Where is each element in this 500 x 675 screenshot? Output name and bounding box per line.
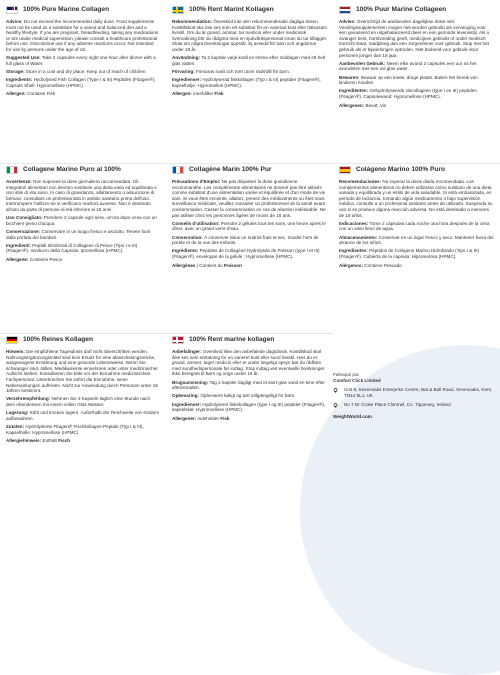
section-title: Collagène Marin 100% Pur (189, 166, 272, 173)
body-text: Ne pas dépasser la dose quotidienne recommandée. Les compléments alimentaires ne doivent pas être utilisés comme substitut d'une alimentation variée et équilibrée et d'un mode de vie sain. Si vous êtes enceinte, allaitez, prenez des médicaments ou êtes sous surveillance médicale, veuillez consulter un professionnel de la santé avant consommation. Cesser la consommation en cas de réaction indésirable. Ne pas utiliser chez les personnes âgées de moins de 18 ans. (172, 179, 326, 218)
section-paragraph (6, 55, 160, 66)
section-paragraph (339, 235, 494, 246)
bold-text: Hinweis: (6, 349, 25, 354)
body-text: innehåller (191, 91, 215, 97)
flag-gb-icon (6, 6, 18, 14)
section-paragraph (172, 235, 327, 246)
section-header (0, 333, 166, 346)
bold-text: Conseils d'utilisation: (172, 220, 220, 226)
allergen-note (339, 103, 494, 109)
bold-text: Rekommendation: (172, 19, 213, 24)
section-paragraph (172, 221, 327, 232)
body-text: Bewaar op een koele, droge plaats. Buiten het bereik van kinderen houden. (339, 74, 478, 86)
bold-text: Conservation: (172, 234, 203, 240)
bold-text: Avvertenze: (6, 179, 32, 184)
flag-se-icon (172, 6, 184, 14)
section-paragraph (6, 215, 160, 226)
body-text: Bevat: Vis (364, 102, 387, 108)
body-text: À conserver dans un endroit frais et sec. Garder hors de portée et de la vue des enfants. (172, 234, 319, 246)
body-text: Tome 2 cápsulas cada noche una hora después de la cena con un vaso lleno de agua. (339, 220, 490, 232)
body-text: Contiene Pesce (28, 256, 63, 262)
location-pin-icon (333, 403, 338, 408)
bold-text: Ingredients: (6, 77, 33, 83)
body-text: Förvaras svalt och torrt utom räckhåll för barn. (194, 68, 290, 74)
section-english (0, 4, 166, 159)
section-paragraph (6, 19, 160, 53)
bold-text: Alérgenos: (339, 262, 363, 268)
manufacturer-block (333, 372, 493, 420)
body-text: Overskrid ikke den anbefalede dagsdosis. Kosttilskud skal ikke ses som erstatning for en varieret kost eller sund livsstil. Hvis du er gravid, ammer, tager medicin eller er under lægeligt opsyn bør du rådføre med sundhedspersonale før indtag. Stop indtag ved eventuelle bivirkninger. Ikke beregnet til børn og unge under 18 år. (172, 349, 326, 377)
body-text: Peptides de Collagène Hydrolysés de Poisson (type I et III) (Fitagen®), enveloppe de la gélule : Hypromellose (HPMC). (172, 248, 320, 259)
body-text: Gehydrolyseerde viscollageen (type I en III) peptiden (Fitagen®), Capsulewand: Hypromellose (HPMC). (339, 88, 477, 99)
section-header (166, 163, 333, 176)
body-text: Contiene Pescado (363, 262, 402, 268)
flag-nl-icon (339, 6, 351, 14)
bold-text: Almacenamiento: (339, 234, 378, 240)
section-header (166, 4, 333, 16)
section-title: 100% Puur Marine Collageen (356, 6, 447, 13)
body-text: Hydrolyseret fiskekollagen (type I og III) peptider (Fitagen®), kapselskal: Hypromellose (HPMC). (172, 401, 326, 413)
section-paragraph (339, 179, 494, 218)
location-pin-icon (333, 388, 338, 393)
bold-text: Fisk (220, 415, 230, 421)
bold-text: Allergen: (6, 91, 26, 97)
section-header (166, 333, 333, 346)
bold-text: Användning: (172, 55, 201, 61)
manufacturer-label: Fabriqué par (333, 372, 360, 377)
section-paragraph (339, 61, 494, 72)
body-text: indeholder (196, 415, 221, 421)
body-text: Prendre 2 gélules tous les soirs, une heure après le dîner, avec un grand verre d'eau. (172, 220, 326, 232)
body-text: Neem elke avond 2 capsules een uur na het avondeten met een vol glas water. (339, 60, 477, 72)
section-paragraph (339, 19, 494, 58)
bold-text: Ingredienser: (172, 401, 202, 407)
section-paragraph (172, 19, 327, 53)
allergen-note (172, 416, 327, 422)
bold-text: Allergener: (172, 415, 197, 421)
section-paragraph (6, 229, 160, 240)
bold-text: Allergene: (6, 256, 29, 262)
bold-text: Förvaring: (172, 68, 195, 74)
section-paragraph (172, 179, 327, 218)
body-text: Hydrolyserad fiskkollagen (Typ I & III) peptider (Fitagen®), kapselhölje: Hypromellos (HPMC). (172, 77, 321, 88)
bold-text: Bewaren: (339, 74, 360, 80)
section-paragraph (6, 179, 160, 213)
bold-text: Verzehrempfehlung: (6, 396, 51, 402)
body-text: Conservare in un luogo fresco e asciutto. Tenere fuori dalla portata dei bambini. (6, 228, 151, 240)
section-paragraph (6, 410, 160, 421)
body-text: Take 2 capsules every night one hour after dinner with a full glass of Water. (6, 55, 156, 66)
section-paragraph (339, 221, 494, 232)
flag-fr-icon (172, 166, 184, 174)
bold-text: Indicaciones: (339, 220, 369, 226)
body-text: Contains Fish (25, 91, 56, 97)
section-swedish (166, 4, 333, 159)
section-dutch (333, 4, 500, 159)
bold-text: Allergiehinweis: (6, 438, 42, 444)
section-header (333, 163, 500, 176)
section-paragraph (172, 55, 327, 66)
bold-text: Recomendaciones: (339, 179, 382, 184)
allergen-note (6, 438, 160, 444)
allergen-note (339, 263, 494, 269)
allergen-note (6, 91, 160, 97)
address-uk (333, 387, 493, 399)
section-danish (166, 333, 333, 500)
section-paragraph (6, 77, 160, 88)
body-text: Non superare la dose giornaliera raccomandata. Gli integratori alimentari non devono sostituire una dieta varia ed equilibrata e uno stile di vita sano. In caso di gravidanza, allattamento o assunzione di farmaci, consultare un professionista in ambito sanitario prima dell'uso. Interrompere l'utilizzo se si verificano reazioni avverse. Non è destinato all'uso da parte di persone di età inferiore ai 18 anni. (6, 179, 157, 212)
body-text: Enthält (41, 438, 59, 444)
section-title: Colágeno Marino 100% Puro (356, 166, 446, 173)
bold-text: Précautions d'Emploi: (172, 179, 221, 184)
section-paragraph (172, 402, 327, 413)
bold-text: Lagerung: (6, 410, 29, 416)
section-paragraph (172, 349, 327, 377)
bold-text: Aanbevolen Gebruik: (339, 60, 386, 66)
body-text: Store in a cool and dry place. Keep out of reach of children. (24, 68, 147, 74)
flag-es-icon (339, 166, 351, 174)
bold-text: Advice: (6, 19, 23, 24)
bold-text: Brugsanvisning: (172, 379, 209, 385)
body-text: Ta 2 kapslar varje kväll en timme efter middagen med ett helt glas vatten. (172, 55, 326, 66)
section-paragraph (6, 424, 160, 435)
address-ireland (333, 402, 493, 408)
body-text: Die empfohlene Tagesdosis darf nicht überschritten werden. Nahrungsergänzungsmittel sind kein Ersatz für eine abwechslungsreiche, ausgewogene Ernährung und eine gesunde Lebensweise. Wenn Sie schwanger sind, stillen, Medikamente einnehmen oder unter medizinischer Aufsicht stehen, konsultieren Sie bitte vor der Einnahme medizinisches Fachpersonal. Unterbrechen Sie sofort die Einnahme, wenn Nebenwirkungen auftreten. Nicht zur Anwendung durch Personen unter 18 Jahren bestimmt. (6, 349, 158, 394)
bold-text: Poisson (224, 262, 242, 268)
body-text: Överskrid inte den rekommenderade dagliga dosen. Kosttillskott ska inte ses som ett substitut för en varierad kost eller hälsosam livsstil. Om du är gravid, ammar, tar medicin eller under medicinsk övervakning bör du rådgöra med en sjukvårdspersonal innan du tar tillägget. Sluta om några biverkningar uppstår. Ej avsedd för barn och ungdomar under 18 år. (172, 19, 328, 52)
allergen-note (172, 91, 327, 97)
bold-text: Storage: (6, 68, 25, 74)
bold-text: Ingredienti: (6, 242, 32, 248)
address-ireland-text: No 7 Dr Croke Place Clonmel, Co. Tipperary, Ireland (344, 402, 451, 407)
section-title: 100% Rent marine kollagen (189, 336, 275, 343)
body-text: Conservar en un lugar fresco y seco. Mantener fuera del alcance de los niños. (339, 234, 494, 246)
body-text: Kühl und trocken lagern. Außerhalb der Reichweite von Kindern aufbewahren. (6, 410, 160, 421)
body-text: Peptidi Idrolizzati di Collagene di Pesce (Tipo I e III) (Fitagen®), Involucro della Capsula: Ipromellosa (HPMC). (6, 242, 138, 254)
section-paragraph (6, 69, 160, 75)
website-link[interactable]: WeightWorld.com (333, 414, 372, 419)
address-uk-text: Unit 8, Sevenoaks Enterprise Centre, Bat & Ball Road, Sevenoaks, Kent, TN14 5LJ, UK (344, 387, 493, 398)
bold-text: Suggested Use: (6, 55, 41, 61)
bold-text: Ingredienser: (172, 77, 202, 83)
section-title: Collagene Marino Puro al 100% (23, 166, 121, 173)
section-paragraph (172, 77, 327, 88)
bold-text: Ingrédients: (172, 248, 199, 254)
bold-text: Advies: (339, 19, 356, 24)
section-german (0, 333, 166, 500)
section-header (0, 4, 166, 16)
bold-text: Uso Consigliato: (6, 215, 43, 221)
bold-text: Allergenen: (339, 102, 365, 108)
bold-text: Fisch (58, 438, 71, 444)
section-title: 100% Reines Kollagen (23, 336, 93, 343)
flag-de-icon (6, 336, 18, 344)
section-french (166, 163, 333, 329)
body-text: Opbevares køligt og tørt utilgængeligt for børn. (199, 393, 296, 399)
bold-text: Anbefalinger: (172, 349, 202, 354)
allergen-note (6, 257, 160, 263)
allergen-note (172, 263, 327, 269)
section-paragraph (6, 349, 160, 394)
body-text: Overschrijd de aanbevolen dagelijkse dosis niet. Voedingssupplementen mogen niet worden gebruikt als vervanging voor een gevarieerd en uitgebalanceerd dieet en een gezonde levensstijl. Als u zwanger bent, borstvoeding geeft, medicijnen gebruikt of onder medisch toezicht staat, raadpleeg dan een zorgverlener voor gebruik. Stop met het gebruik als er bijwerkingen optreden. Niet bedoeld voor gebruik door personen jonger dan 18 jaar. (339, 19, 490, 58)
section-title: 100% Pure Marine Collagen (23, 6, 110, 13)
body-text: Hydrolysed Fish Collagen (Type I & III) Peptides (Fitagen®), Capsule Shell: Hypromellose (HPMC). (6, 77, 156, 88)
bold-text: Allergènes (172, 262, 196, 268)
manufacturer-name: Comfort Click Limited (333, 378, 381, 383)
section-paragraph (6, 243, 160, 254)
bold-text: Zutaten: (6, 423, 25, 429)
body-text: Hydrolysierte Fitagen® Fischkollagen-Peptide (Typ I & III), Kapselhülle: Hypromellose (HPMC). (6, 423, 144, 435)
section-paragraph (172, 393, 327, 399)
body-text: No superar la dosis diaria recomendada. Los complementos alimenticios no deben utilizarse como sustituto de una dieta variada y equilibrada y un estilo de vida saludable. Si está embarazada, en período de lactancia, tomando algún medicamento o bajo supervisión médica, consulte a un profesional sanitario antes de utilizarlo. Suspenda su uso si se produce alguna reacción adversa. No está destinado a menores de 18 años. (339, 179, 493, 218)
bold-text: Conservazione: (6, 228, 41, 234)
section-paragraph (172, 69, 327, 75)
flag-it-icon (6, 166, 18, 174)
flag-dk-icon (172, 336, 184, 344)
bold-text: Allergen: (172, 91, 192, 97)
section-italian (0, 163, 166, 329)
section-paragraph (339, 248, 494, 259)
body-text: Prendere 2 capsule ogni sera, un'ora dopo cena con un bicchiere pieno d'acqua. (6, 215, 157, 226)
body-text: Tag 2 kapsler dagligt med et stort glas vand en time efter aftensmaden. (172, 379, 325, 391)
section-paragraph (6, 396, 160, 407)
section-header (333, 4, 500, 16)
section-header (0, 163, 166, 176)
bold-text: Ingredientes: (339, 248, 368, 254)
section-paragraph (172, 380, 327, 391)
body-text: Péptidos de Colágeno Marino Hidrolizado (Tipo I & III) (Fitagen®), Cubierta de la cápsula: Hipromelosa (HPMC). (339, 248, 479, 259)
body-text: Nehmen Sie 2 Kapseln täglich eine Stunde nach dem Abendessen mit einem vollen Glas Wasser. (6, 396, 151, 407)
section-paragraph (339, 75, 494, 86)
bold-text: Fisk (214, 91, 224, 97)
body-text: | Contient du (195, 262, 225, 268)
section-title: 100% Rent Marint Kollagen (189, 6, 274, 13)
section-paragraph (339, 88, 494, 99)
bold-text: Ingrediënten: (339, 88, 369, 94)
body-text: Do not exceed the recommended daily dose. Food supplements must not be used as a substitute for a varied and balanced diet and a healthy lifestyle. If you are pregnant, breastfeeding, taking any medications or are under medical supervision, please consult a healthcare professional before use. Discontinue use if any adverse reactions occur. Not intended for use by persons under the age of 18. (6, 19, 159, 52)
bold-text: Opbevaring: (172, 393, 200, 399)
section-spanish (333, 163, 500, 329)
section-paragraph (172, 248, 327, 259)
